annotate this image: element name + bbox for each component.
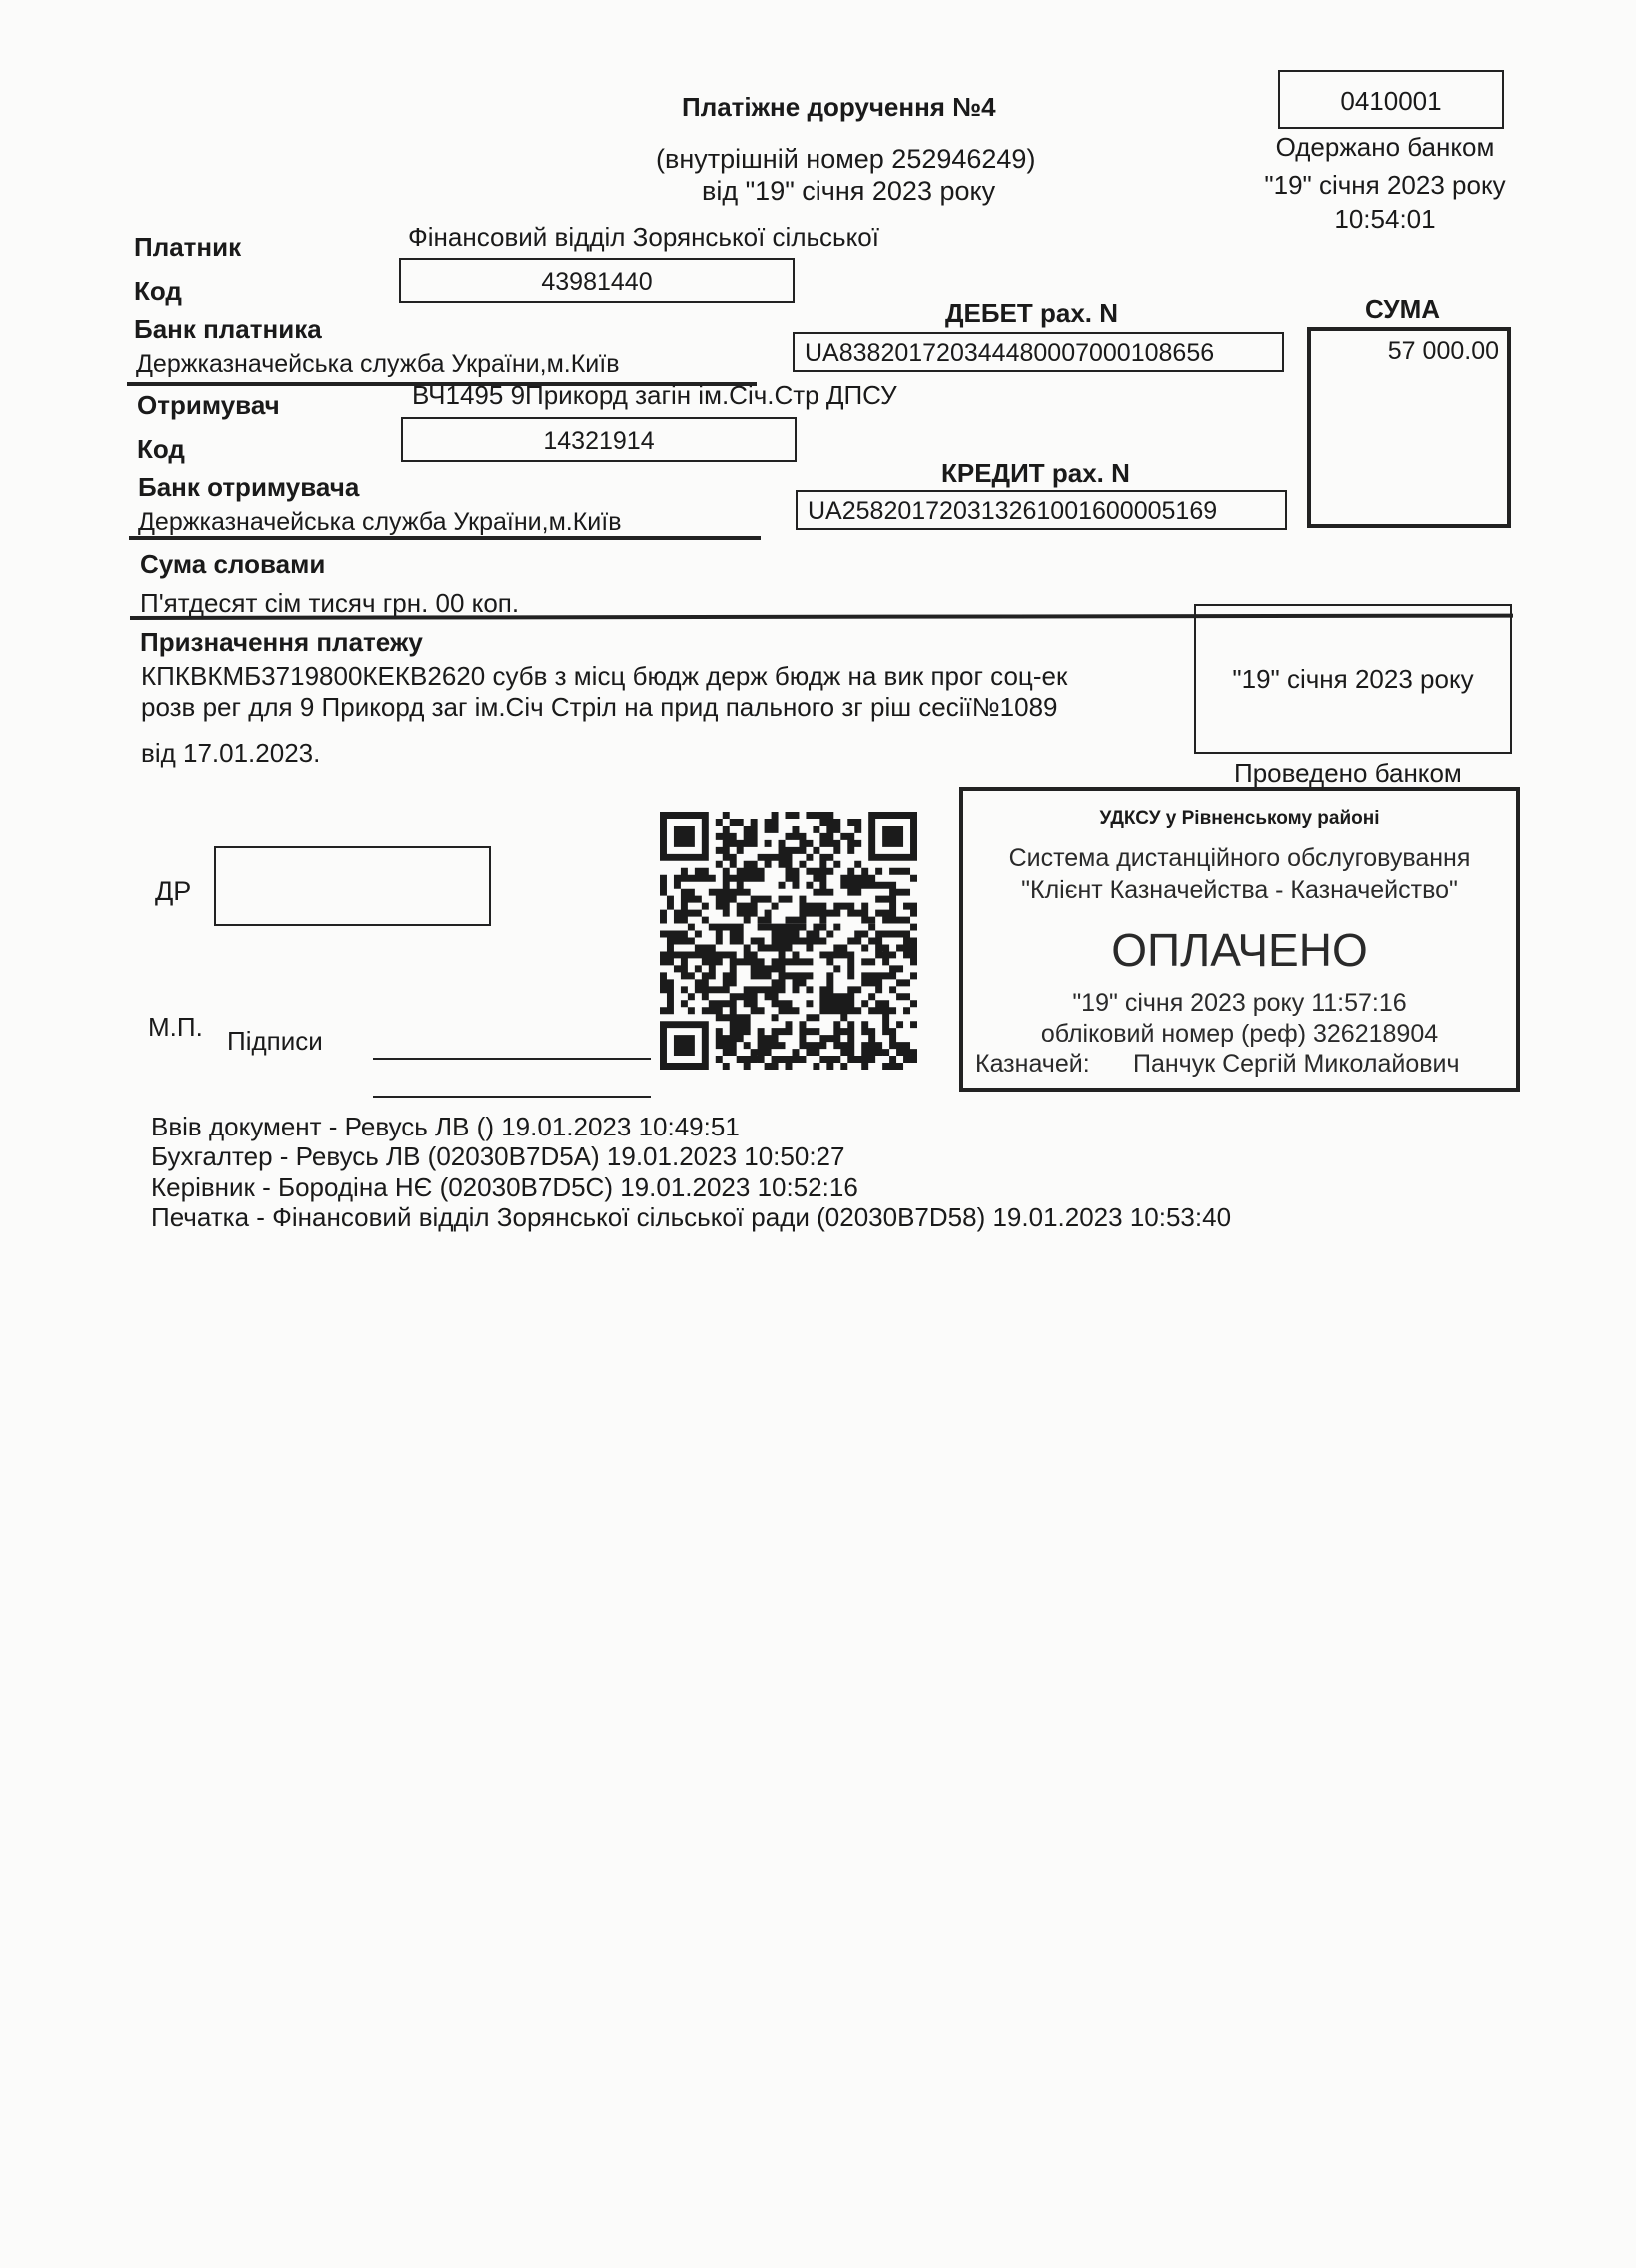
document-date: від "19" січня 2023 року bbox=[702, 176, 996, 206]
log-entry-manager: Керівник - Бородіна НЄ (02030B7D5C) 19.01.2023 10:52:16 bbox=[151, 1172, 858, 1202]
recipient-bank: Держказначейська служба України,м.Київ bbox=[138, 508, 622, 536]
stamp-treasurer: Панчук Сергій Миколайович bbox=[1133, 1050, 1460, 1078]
processed-box bbox=[1194, 604, 1512, 754]
bank-code-box bbox=[1278, 70, 1504, 129]
debit-account-box bbox=[793, 332, 1284, 372]
stamp-system-line-1: Система дистанційного обслуговування bbox=[1008, 844, 1471, 872]
signatures-label: Підписи bbox=[227, 1026, 323, 1056]
sum-label: СУМА bbox=[1365, 294, 1441, 324]
processed-date: "19" січня 2023 року bbox=[1232, 664, 1474, 694]
signature-line-1 bbox=[373, 1058, 651, 1060]
recipient-label: Отримувач bbox=[137, 390, 280, 420]
dr-label: ДР bbox=[155, 876, 192, 906]
received-time: 10:54:01 bbox=[1334, 204, 1436, 234]
payer-code: 43981440 bbox=[541, 268, 653, 296]
signature-line-2 bbox=[373, 1096, 651, 1098]
stamp-ref: обліковий номер (реф) 326218904 bbox=[1040, 1020, 1439, 1048]
payer-bank-label: Банк платника bbox=[134, 314, 322, 344]
received-label: Одержано банком bbox=[1275, 132, 1495, 162]
credit-account-box bbox=[796, 490, 1287, 530]
recipient-divider bbox=[129, 536, 761, 540]
payer-code-box bbox=[399, 258, 795, 303]
purpose-line-3: від 17.01.2023. bbox=[141, 738, 321, 768]
qr-code-icon bbox=[660, 812, 917, 1072]
purpose-line-2: розв рег для 9 Прикорд заг ім.Січ Стріл на прид пального зг ріш сесії№1089 bbox=[141, 692, 1058, 722]
payer-label: Платник bbox=[134, 232, 242, 262]
debit-account: UA838201720344480007000108656 bbox=[805, 339, 1215, 367]
debit-label: ДЕБЕТ рах. N bbox=[945, 298, 1119, 328]
bank-code: 0410001 bbox=[1340, 86, 1442, 116]
sum-value: 57 000.00 bbox=[1387, 337, 1499, 365]
processed-label: Проведено банком bbox=[1234, 758, 1462, 788]
credit-account: UA258201720313261001600005169 bbox=[808, 497, 1218, 525]
sum-words-value: П'ятдесят сім тисяч грн. 00 коп. bbox=[140, 588, 520, 618]
payer-code-label: Код bbox=[134, 276, 182, 306]
payment-stamp bbox=[959, 787, 1520, 1092]
recipient-bank-label: Банк отримувача bbox=[138, 472, 360, 502]
purpose-line-1: КПКВКМБ3719800КЕКВ2620 субв з місц бюдж держ бюдж на вик прог соц-ек bbox=[141, 661, 1068, 691]
internal-number: (внутрішній номер 252946249) bbox=[656, 144, 1036, 174]
stamp-status: ОПЛАЧЕНО bbox=[1111, 924, 1368, 976]
dr-box bbox=[214, 846, 491, 926]
stamp-treasurer-label: Казначей: bbox=[975, 1050, 1090, 1078]
payer-bank: Держказначейська служба України,м.Київ bbox=[136, 350, 620, 378]
log-entry-entered: Ввів документ - Ревусь ЛВ () 19.01.2023 10:49:51 bbox=[151, 1112, 740, 1141]
stamp-datetime: "19" січня 2023 року 11:57:16 bbox=[1072, 989, 1407, 1017]
sum-words-label: Сума словами bbox=[140, 549, 326, 579]
payer-name: Фінансовий відділ Зорянської сільської bbox=[408, 222, 879, 252]
recipient-code-label: Код bbox=[137, 434, 185, 464]
purpose-label: Призначення платежу bbox=[140, 627, 423, 657]
received-date: "19" січня 2023 року bbox=[1264, 170, 1506, 200]
recipient-code-box bbox=[401, 417, 797, 462]
sum-box bbox=[1307, 327, 1511, 528]
credit-label: КРЕДИТ рах. N bbox=[941, 458, 1130, 488]
stamp-org: УДКСУ у Рівненському районі bbox=[1099, 808, 1380, 829]
log-entry-accountant: Бухгалтер - Ревусь ЛВ (02030B7D5A) 19.01.2023 10:50:27 bbox=[151, 1141, 845, 1171]
stamp-system-line-2: "Клієнт Казначейства - Казначейство" bbox=[1021, 876, 1458, 904]
recipient-code: 14321914 bbox=[543, 427, 655, 455]
document-title: Платіжне доручення №4 bbox=[682, 92, 996, 122]
log-entry-seal: Печатка - Фінансовий відділ Зорянської сільської ради (02030B7D58) 19.01.2023 10:53:40 bbox=[151, 1202, 1232, 1232]
recipient-name: ВЧ1495 9Прикорд загін ім.Січ.Стр ДПСУ bbox=[412, 380, 897, 410]
mp-label: М.П. bbox=[148, 1012, 203, 1042]
